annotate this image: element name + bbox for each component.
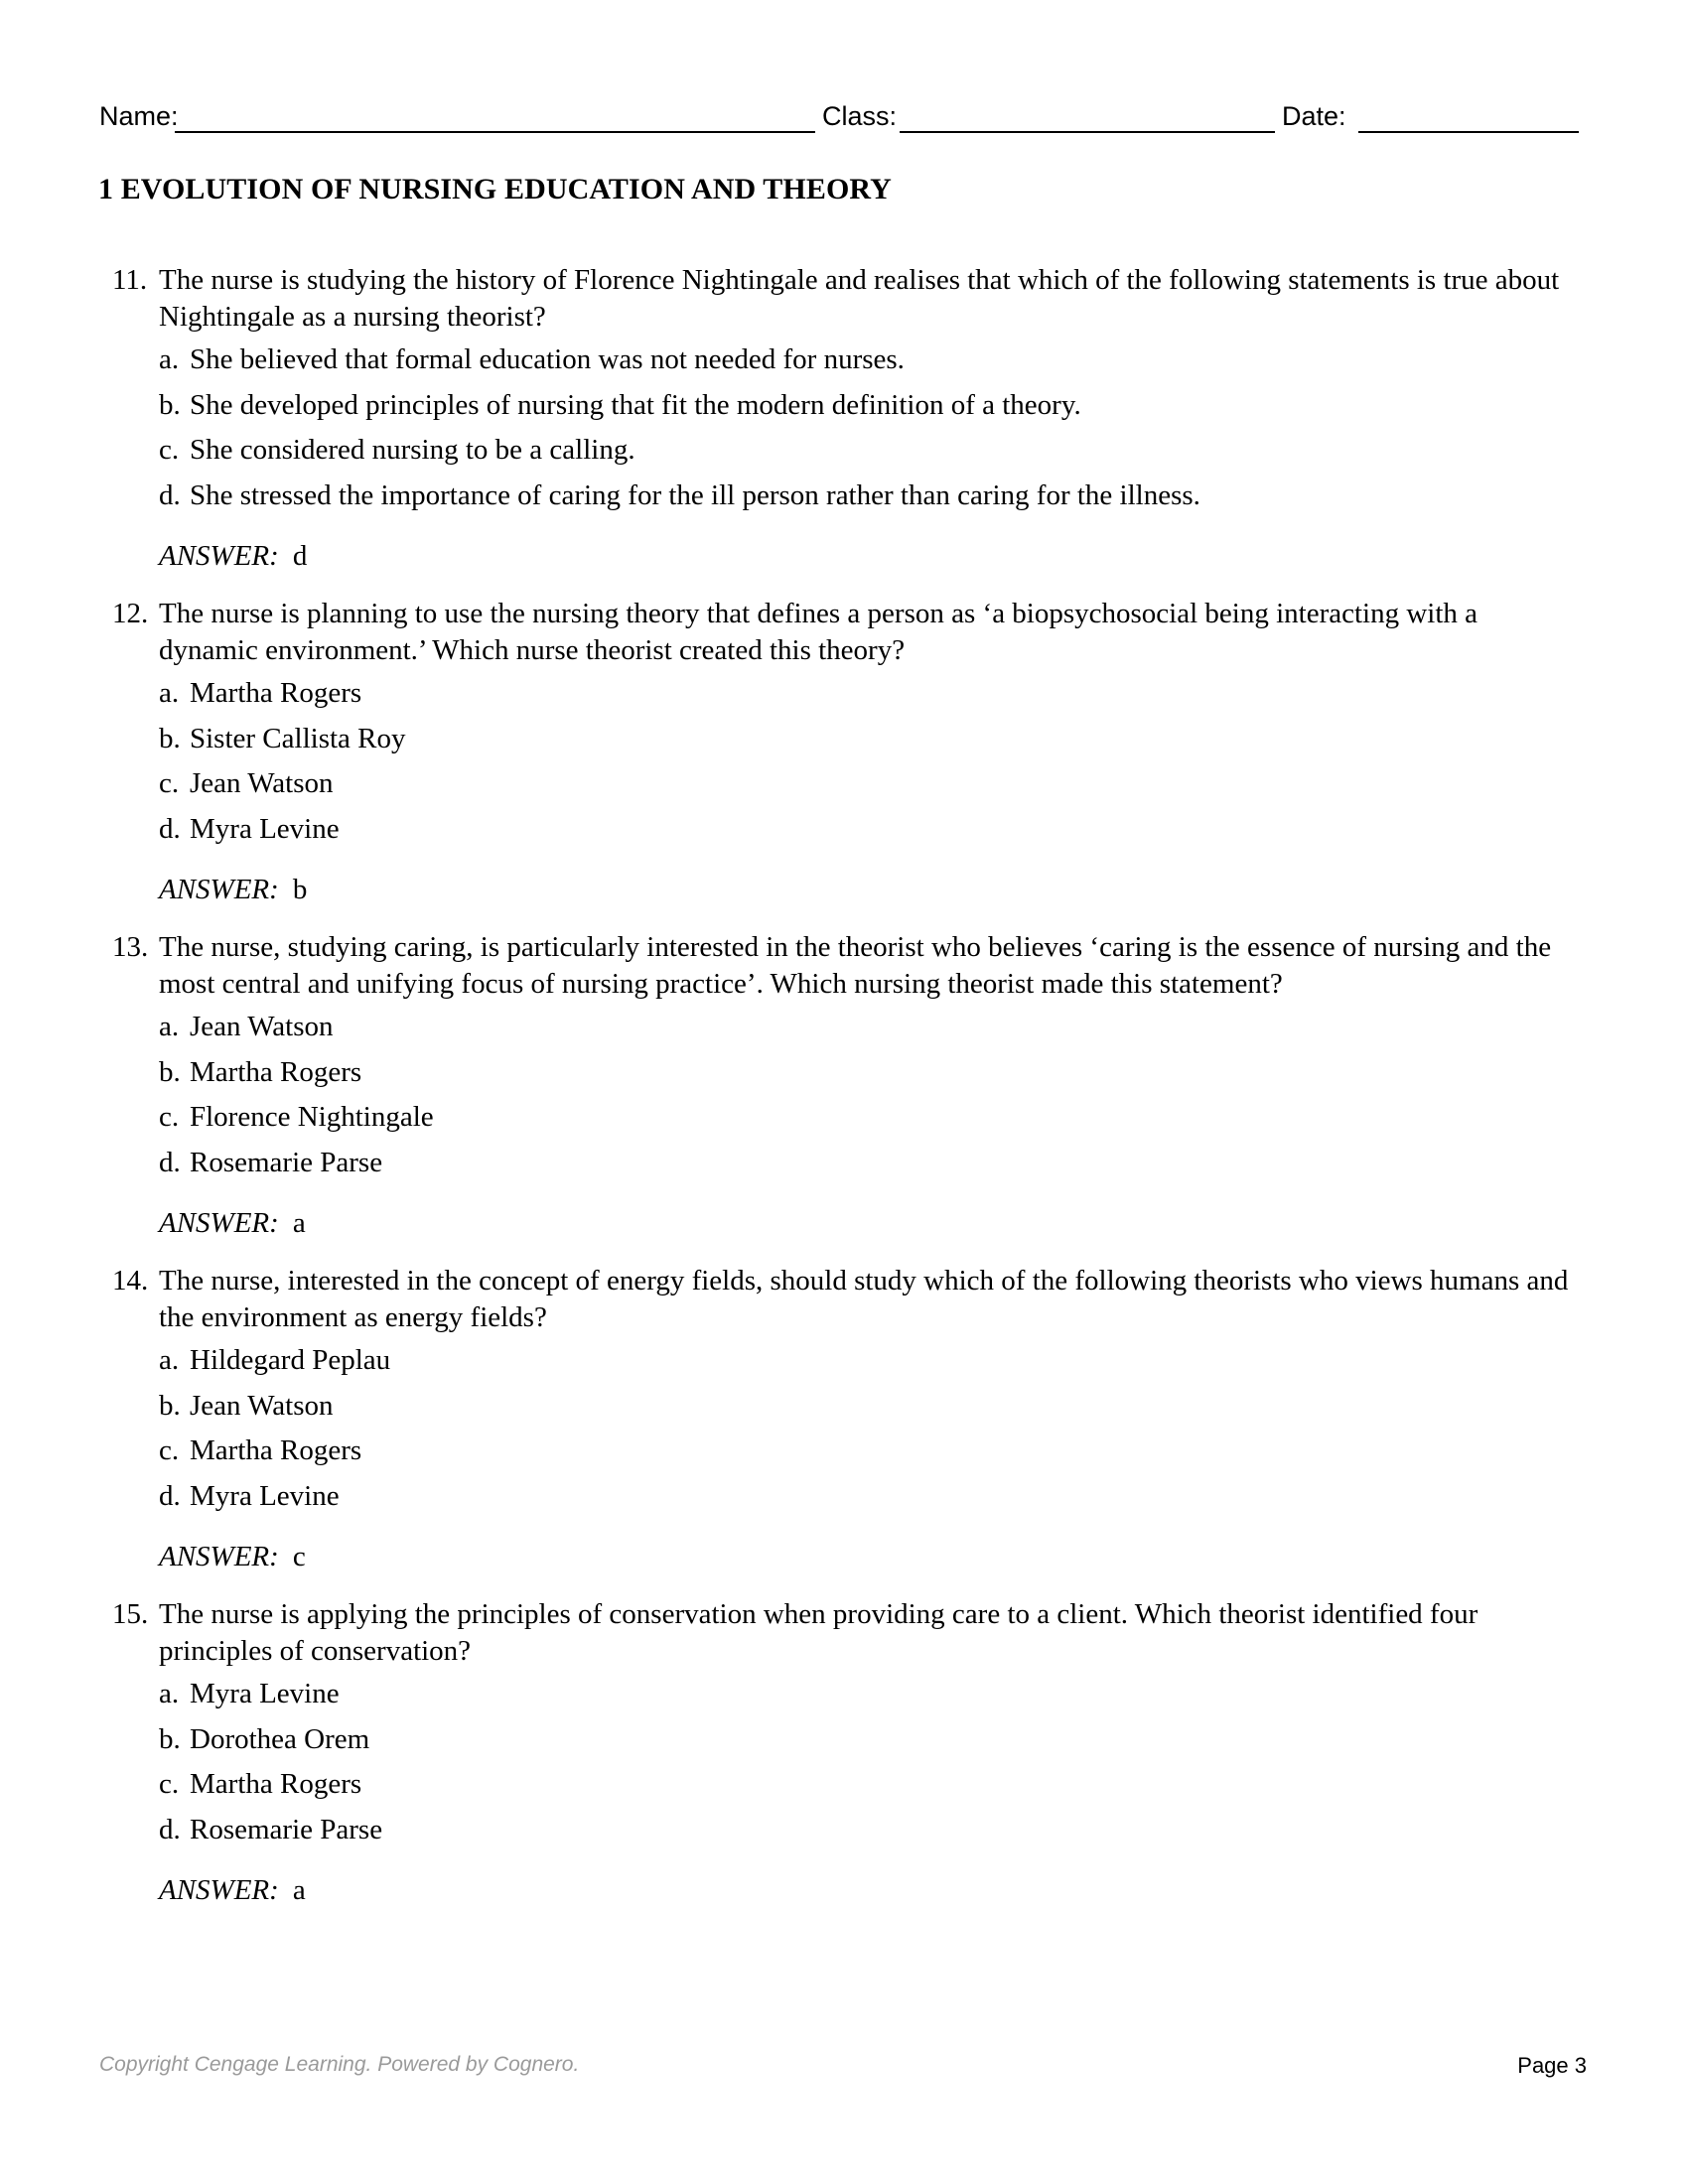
question-stem [0, 596, 1569, 669]
option-b [0, 387, 1688, 433]
option-text: Martha Rogers [190, 1055, 362, 1088]
question-number: 12. [112, 598, 149, 629]
option-letter: c. [159, 434, 180, 466]
answer-value: b [292, 874, 308, 905]
option-letter: c. [159, 1434, 180, 1466]
question-number: 11. [112, 264, 148, 296]
option-letter: d. [159, 478, 181, 511]
answer-label: ANSWER: [159, 1541, 279, 1572]
name-label: Name: [99, 101, 179, 131]
option-a [0, 1342, 1688, 1388]
option-letter: c. [159, 767, 180, 799]
question-stem [0, 262, 1569, 336]
answer-value: a [292, 1874, 306, 1906]
option-letter: a. [159, 1011, 180, 1042]
answer-value: c [292, 1541, 306, 1572]
name-field-line[interactable] [175, 131, 815, 133]
option-text: Martha Rogers [190, 677, 362, 709]
option-a [0, 341, 1688, 387]
answer-line [0, 1539, 1688, 1596]
option-text: Dorothea Orem [190, 1722, 370, 1755]
option-letter: a. [159, 677, 180, 709]
date-field-line[interactable] [1358, 131, 1579, 133]
option-letter: d. [159, 812, 181, 845]
option-text: Rosemarie Parse [190, 1813, 383, 1845]
option-text: She developed principles of nursing that fit the modern definition of a theory. [190, 388, 1081, 421]
question-stem [0, 929, 1569, 1003]
option-c [0, 432, 1688, 478]
answer-line [0, 1205, 1688, 1263]
option-list [0, 1676, 1688, 1856]
question-stem [0, 1596, 1569, 1670]
option-letter: b. [159, 1389, 181, 1422]
option-letter: b. [159, 722, 181, 754]
option-b [0, 1721, 1688, 1767]
option-text: Jean Watson [190, 1389, 334, 1422]
question-text: The nurse is planning to use the nursing theory that defines a person as ‘a biopsychosocial being interacting with a dynamic environment.’ Which nurse theorist created this theory? [159, 598, 1478, 666]
header-fields [99, 99, 1589, 139]
option-letter: b. [159, 388, 181, 421]
class-field-line[interactable] [900, 131, 1275, 133]
option-letter: c. [159, 1101, 180, 1133]
option-text: Florence Nightingale [190, 1101, 434, 1133]
option-b [0, 1388, 1688, 1433]
option-text: Martha Rogers [190, 1434, 362, 1466]
option-b [0, 721, 1688, 766]
question-item [0, 929, 1688, 1263]
question-text: The nurse, studying caring, is particularly interested in the theorist who believes ‘caring is the essence of nursing and the most central and unifying focus of nursing practice’. Which nursing theorist made this statement? [159, 931, 1552, 1000]
option-text: Myra Levine [190, 812, 340, 845]
option-text: She considered nursing to be a calling. [190, 434, 635, 466]
option-letter: b. [159, 1722, 181, 1755]
option-text: Hildegard Peplau [190, 1344, 391, 1376]
question-list [0, 262, 1688, 1930]
option-d [0, 811, 1688, 857]
option-letter: c. [159, 1768, 180, 1800]
option-letter: a. [159, 1344, 180, 1376]
question-item [0, 1596, 1688, 1930]
option-text: Jean Watson [190, 767, 334, 799]
question-text: The nurse, interested in the concept of energy fields, should study which of the following theorists who views humans and the environment as energy fields? [159, 1265, 1569, 1333]
section-title: 1 EVOLUTION OF NURSING EDUCATION AND THEORY [98, 173, 892, 205]
question-text: The nurse is applying the principles of conservation when providing care to a client. Which theorist identified four principles of conservation? [159, 1598, 1478, 1667]
option-letter: d. [159, 1146, 181, 1178]
answer-value: d [292, 540, 308, 572]
option-d [0, 1812, 1688, 1857]
option-text: Myra Levine [190, 1479, 340, 1512]
answer-line [0, 1872, 1688, 1930]
question-text: The nurse is studying the history of Florence Nightingale and realises that which of the following statements is true about Nightingale as a nursing theorist? [159, 264, 1560, 333]
question-item [0, 1263, 1688, 1596]
answer-line [0, 538, 1688, 596]
option-list [0, 1009, 1688, 1189]
option-c [0, 1099, 1688, 1145]
answer-line [0, 872, 1688, 929]
option-list [0, 341, 1688, 522]
option-text: She stressed the importance of caring for the ill person rather than caring for the illness. [190, 478, 1200, 511]
date-label: Date: [1282, 101, 1346, 131]
answer-label: ANSWER: [159, 1874, 279, 1906]
option-letter: a. [159, 1678, 180, 1709]
option-d [0, 478, 1688, 523]
option-letter: b. [159, 1055, 181, 1088]
answer-label: ANSWER: [159, 1207, 279, 1239]
option-c [0, 1433, 1688, 1478]
option-b [0, 1054, 1688, 1100]
question-number: 13. [112, 931, 149, 963]
option-c [0, 1766, 1688, 1812]
question-stem [0, 1263, 1569, 1336]
option-list [0, 675, 1688, 856]
option-text: Martha Rogers [190, 1768, 362, 1800]
option-c [0, 765, 1688, 811]
class-label: Class: [822, 101, 898, 131]
option-letter: d. [159, 1479, 181, 1512]
option-list [0, 1342, 1688, 1523]
question-number: 15. [112, 1598, 149, 1630]
answer-label: ANSWER: [159, 874, 279, 905]
option-d [0, 1478, 1688, 1524]
option-d [0, 1145, 1688, 1190]
option-text: She believed that formal education was not needed for nurses. [190, 343, 905, 375]
option-a [0, 675, 1688, 721]
page-number: Page 3 [1517, 2053, 1587, 2078]
option-letter: d. [159, 1813, 181, 1845]
question-item [0, 262, 1688, 596]
answer-label: ANSWER: [159, 540, 279, 572]
option-text: Myra Levine [190, 1678, 340, 1709]
option-text: Jean Watson [190, 1011, 334, 1042]
answer-value: a [292, 1207, 306, 1239]
option-text: Rosemarie Parse [190, 1146, 383, 1178]
option-a [0, 1676, 1688, 1721]
question-item [0, 596, 1688, 929]
option-text: Sister Callista Roy [190, 722, 406, 754]
question-number: 14. [112, 1265, 149, 1297]
option-a [0, 1009, 1688, 1054]
copyright-footer: Copyright Cengage Learning. Powered by Cognero. [99, 2053, 580, 2076]
option-letter: a. [159, 343, 180, 375]
